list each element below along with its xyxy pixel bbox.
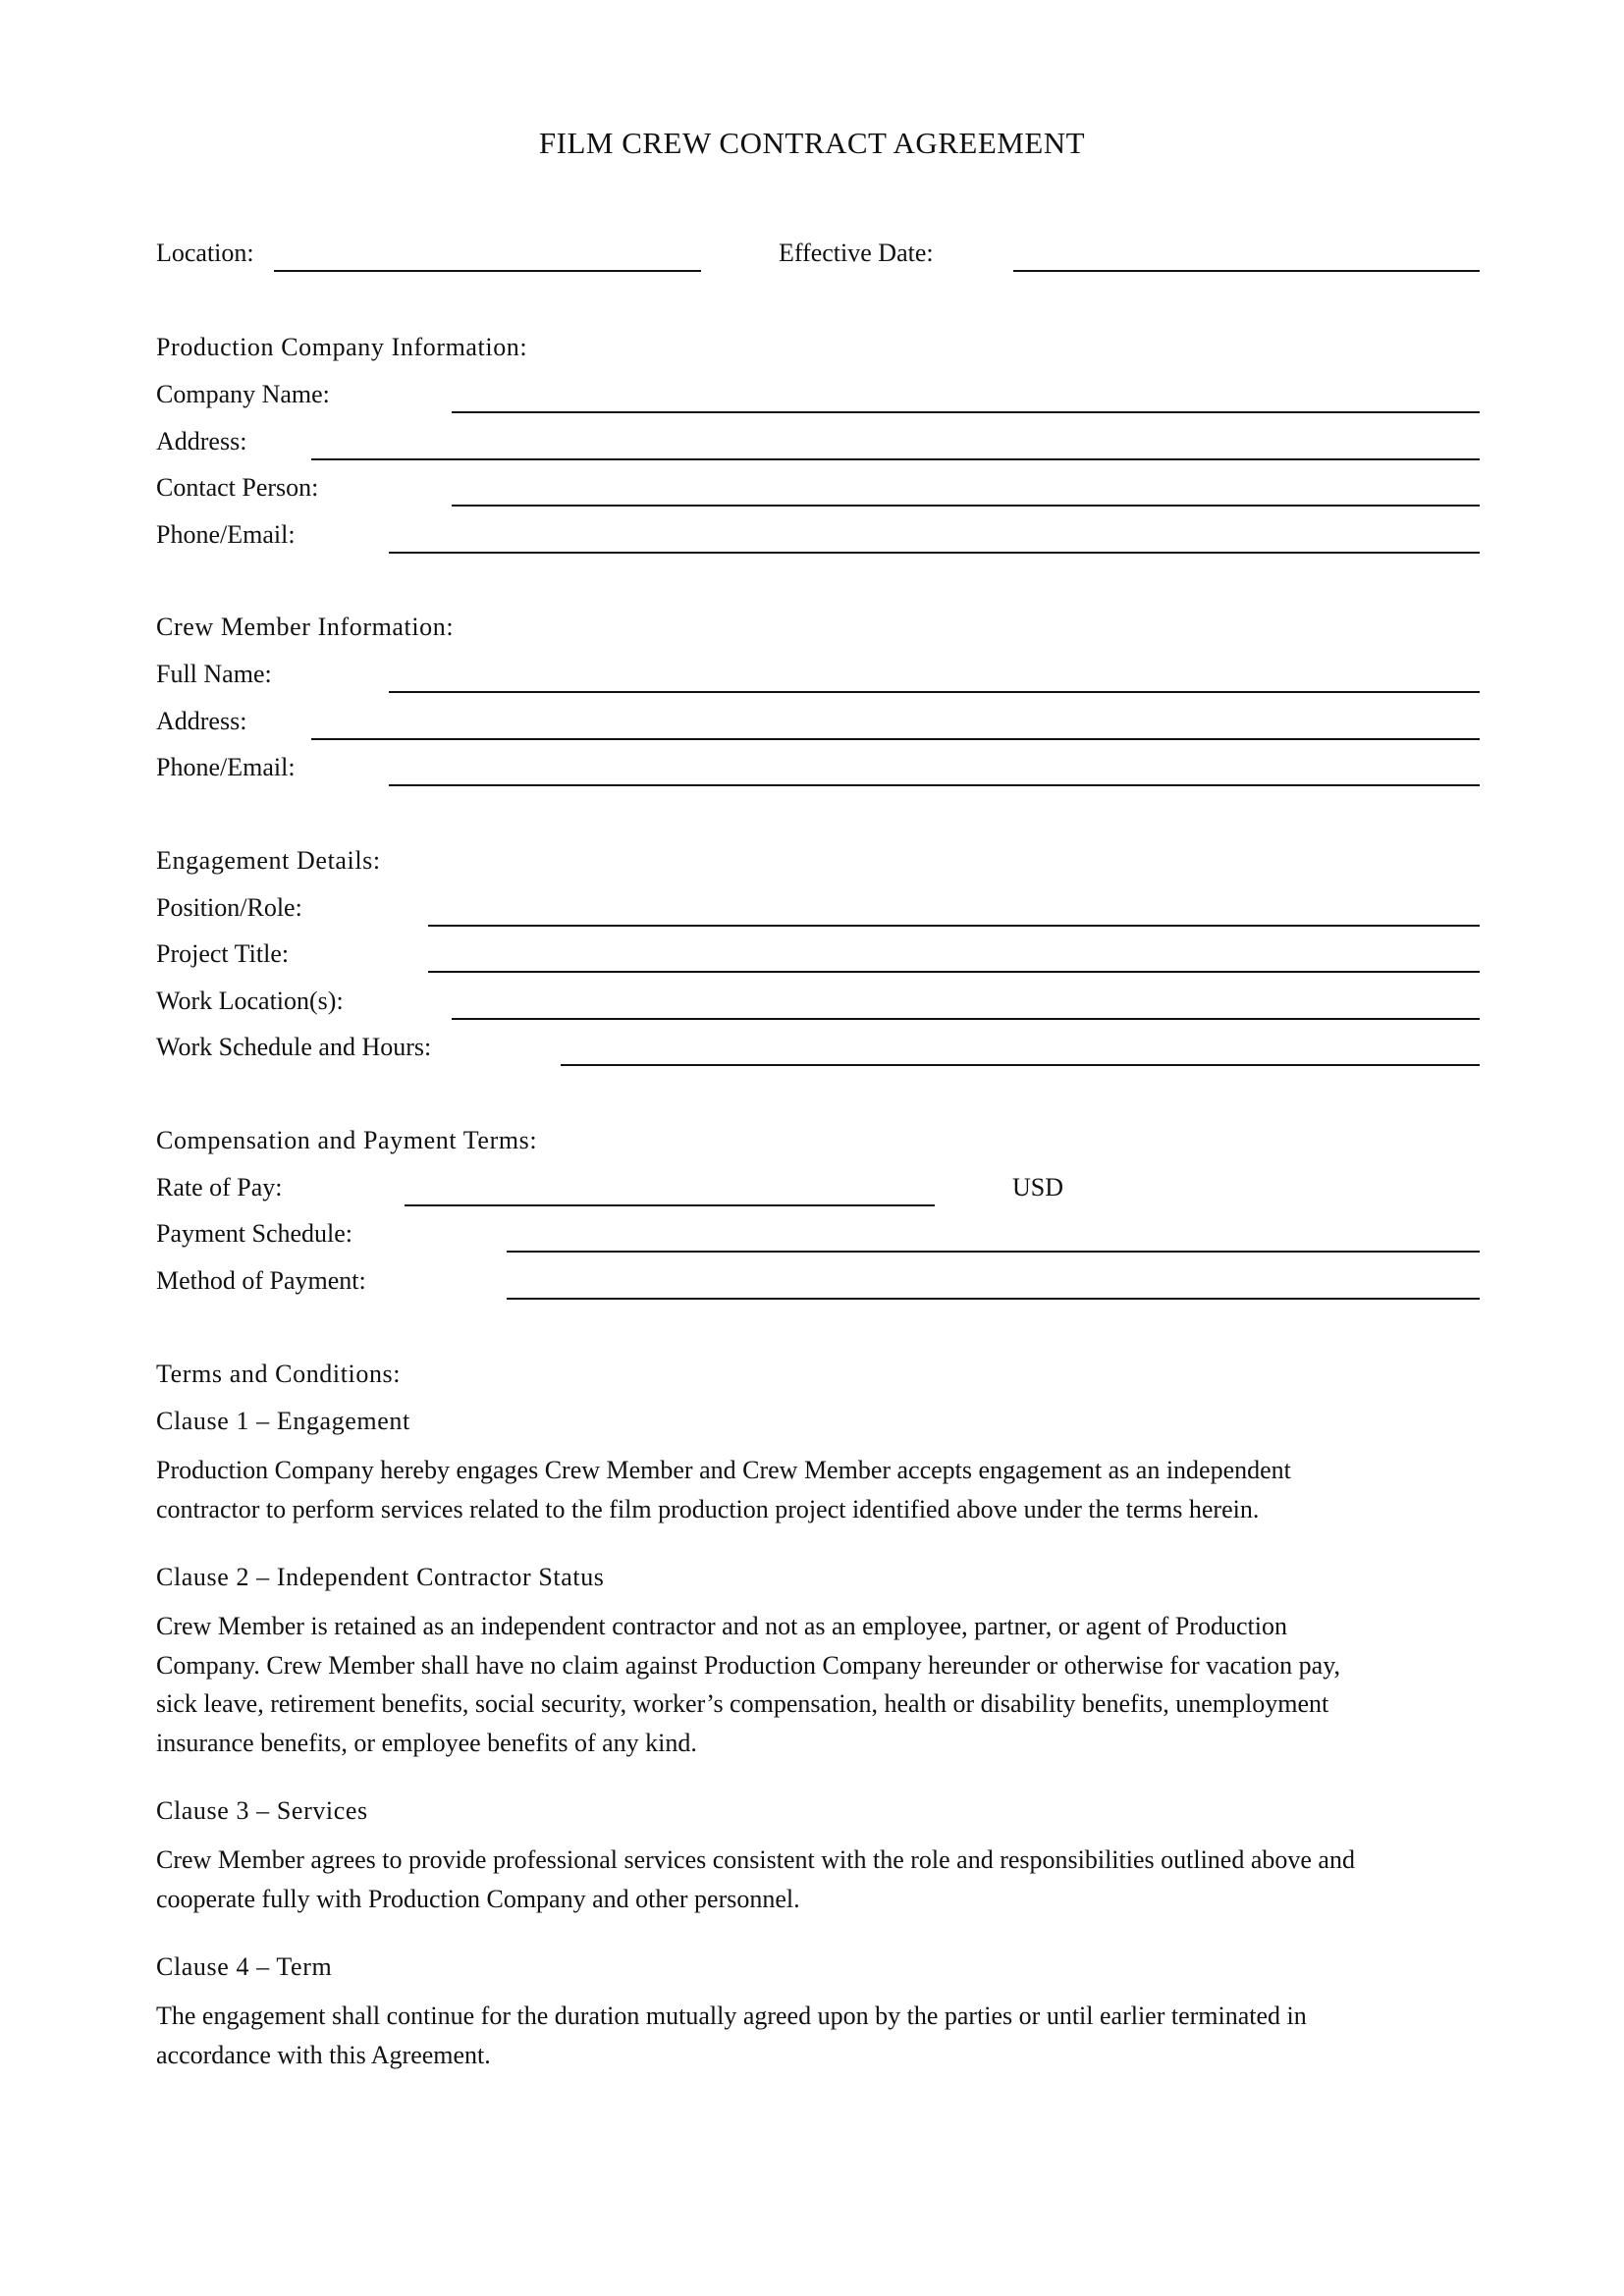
effective-date-field[interactable] [1013, 270, 1480, 272]
payment-schedule-field[interactable] [507, 1251, 1480, 1253]
rate-of-pay-label: Rate of Pay: [156, 1173, 283, 1201]
document-title: FILM CREW CONTRACT AGREEMENT [538, 126, 1086, 160]
crew-address-field[interactable] [311, 738, 1480, 740]
crew-address-label: Address: [156, 707, 247, 735]
work-schedule-label: Work Schedule and Hours: [156, 1033, 432, 1061]
clause-line: Company. Crew Member shall have no claim against Production Company hereunder or otherwise for vacation pay, [156, 1650, 1341, 1680]
clause-line: insurance benefits, or employee benefits of any kind. [156, 1728, 697, 1757]
clause-line: Crew Member is retained as an independent contractor and not as an employee, partner, or agent of Production [156, 1612, 1287, 1640]
contact-person-field[interactable] [452, 505, 1480, 507]
clause-body [156, 1997, 1477, 2074]
engagement-heading: Engagement Details: [156, 846, 381, 875]
company-phone-email-field[interactable] [389, 552, 1480, 554]
clause-line: Production Company hereby engages Crew Member and Crew Member accepts engagement as an independent [156, 1456, 1291, 1484]
terms-heading: Terms and Conditions: [156, 1360, 402, 1388]
effective-date-label: Effective Date: [779, 239, 934, 267]
clause-line: accordance with this Agreement. [156, 2040, 491, 2069]
position-field[interactable] [428, 925, 1480, 927]
payment-schedule-label: Payment Schedule: [156, 1219, 353, 1248]
clause-body [156, 1607, 1477, 1762]
project-title-field[interactable] [428, 971, 1480, 973]
company-address-label: Address: [156, 427, 247, 455]
clause-line: contractor to perform services related to the film production project identified above under the terms herein. [156, 1494, 1260, 1523]
clause-title: Clause 4 – Term [156, 1952, 333, 1981]
clause-line: The engagement shall continue for the duration mutually agreed upon by the parties or until earlier terminated in [156, 2002, 1307, 2030]
crew-phone-email-field[interactable] [389, 784, 1480, 786]
clause-line: sick leave, retirement benefits, social security, worker’s compensation, health or disability benefits, unemployment [156, 1689, 1329, 1718]
company-phone-email-label: Phone/Email: [156, 520, 296, 549]
payment-method-label: Method of Payment: [156, 1266, 366, 1295]
work-locations-field[interactable] [452, 1018, 1480, 1020]
project-title-label: Project Title: [156, 939, 290, 968]
clause-body [156, 1841, 1477, 1918]
rate-of-pay-field[interactable] [405, 1204, 935, 1206]
clause-line: Crew Member agrees to provide professional services consistent with the role and responsibilities outlined above and [156, 1845, 1355, 1874]
work-locations-label: Work Location(s): [156, 987, 344, 1015]
compensation-heading: Compensation and Payment Terms: [156, 1126, 538, 1154]
company-name-field[interactable] [452, 411, 1480, 413]
position-label: Position/Role: [156, 893, 302, 922]
contact-person-label: Contact Person: [156, 473, 319, 502]
currency-label: USD [1012, 1173, 1064, 1201]
clause-title: Clause 1 – Engagement [156, 1407, 410, 1435]
clause-body [156, 1451, 1477, 1528]
clause-title: Clause 2 – Independent Contractor Status [156, 1563, 605, 1591]
production-company-heading: Production Company Information: [156, 333, 528, 361]
payment-method-field[interactable] [507, 1298, 1480, 1300]
location-field[interactable] [274, 270, 701, 272]
crew-member-heading: Crew Member Information: [156, 613, 455, 641]
work-schedule-field[interactable] [561, 1064, 1480, 1066]
crew-phone-email-label: Phone/Email: [156, 753, 296, 781]
full-name-field[interactable] [389, 691, 1480, 693]
location-label: Location: [156, 239, 254, 267]
company-name-label: Company Name: [156, 380, 330, 408]
clause-line: cooperate fully with Production Company and other personnel. [156, 1884, 800, 1913]
full-name-label: Full Name: [156, 660, 272, 688]
clause-title: Clause 3 – Services [156, 1796, 368, 1825]
company-address-field[interactable] [311, 458, 1480, 460]
